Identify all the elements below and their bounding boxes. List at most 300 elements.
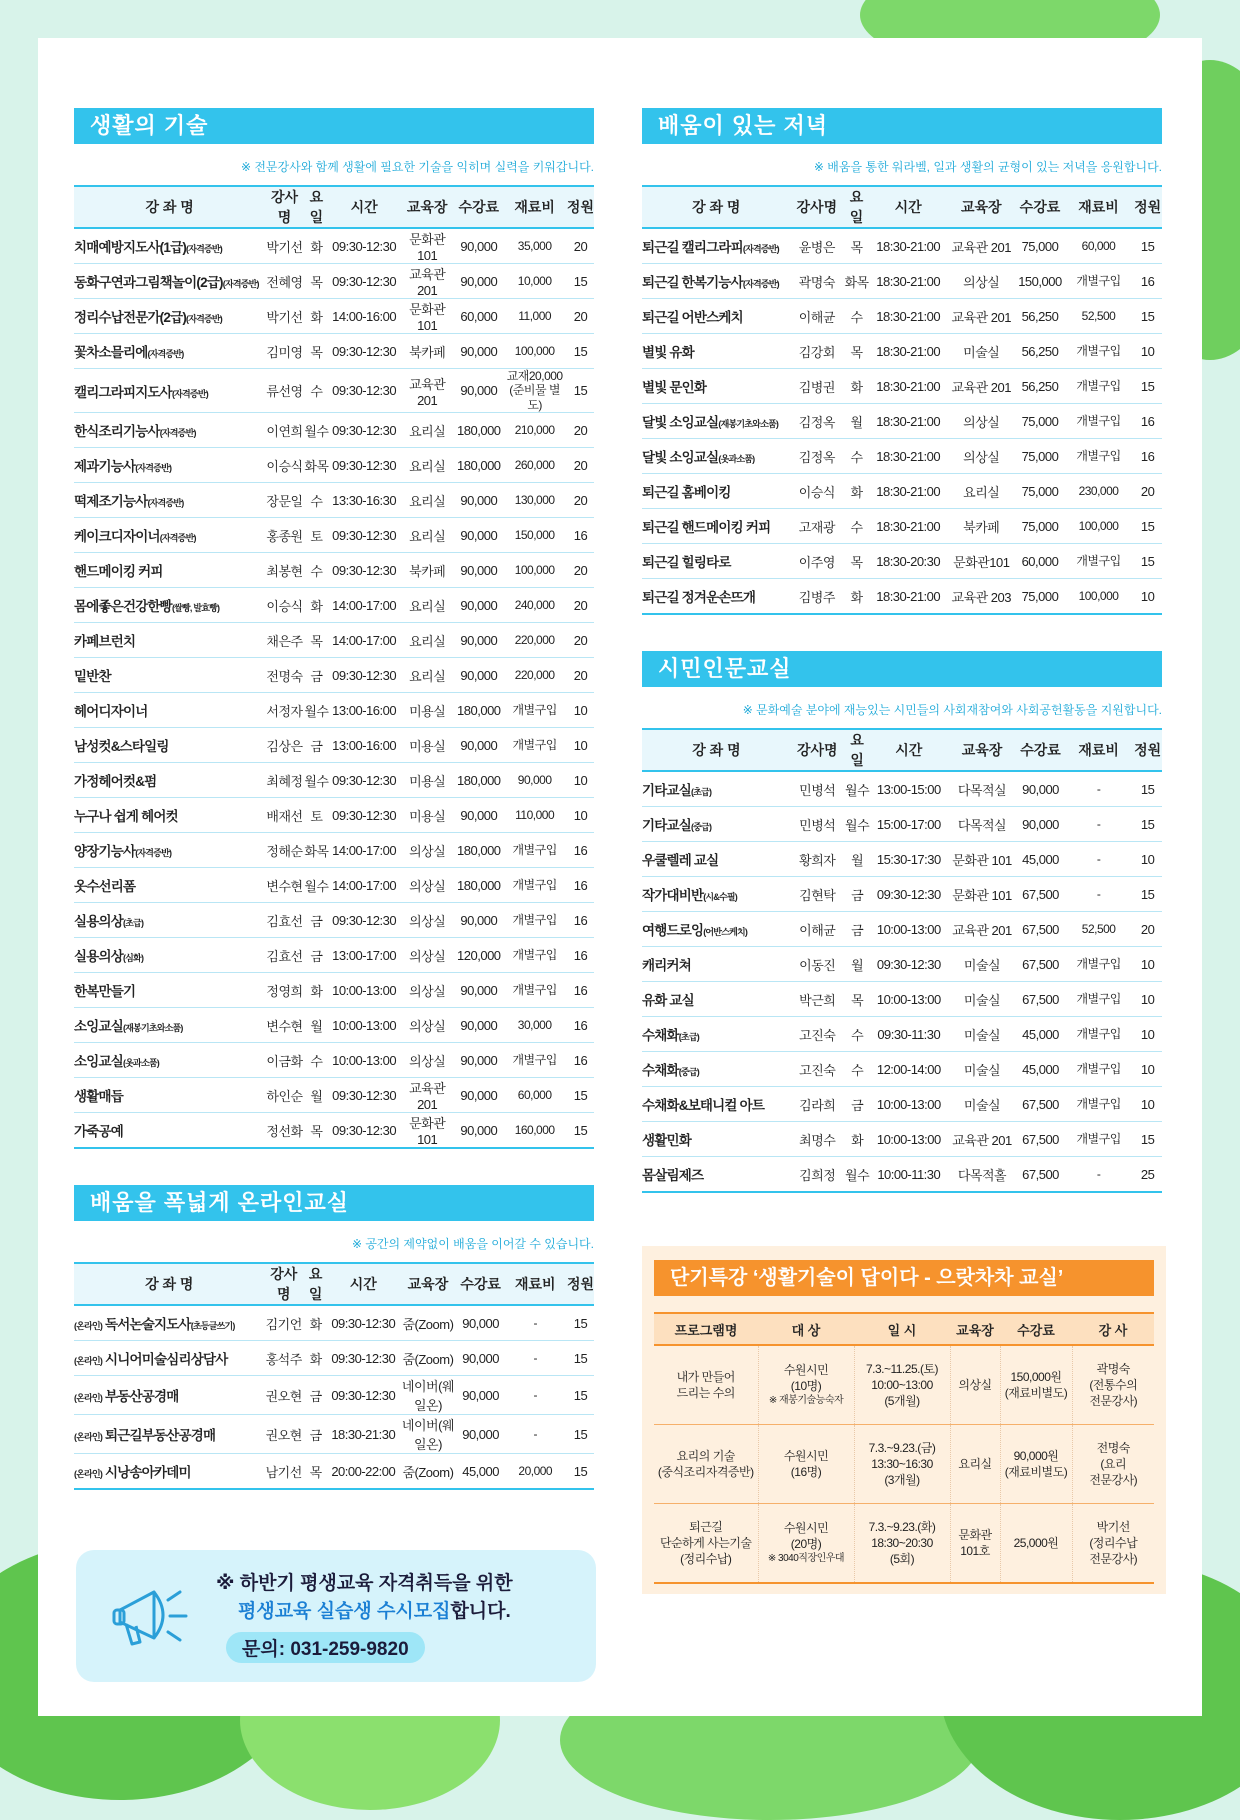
material-fee: 개별구입 <box>502 973 567 1008</box>
section-title-civic: 시민인문교실 <box>642 651 1162 687</box>
tuition: 45,000 <box>1017 1052 1064 1087</box>
day: 월 <box>304 1008 329 1043</box>
course-title: 생활민화 <box>642 1133 691 1148</box>
time: 14:00-17:00 <box>329 623 399 658</box>
right-column <box>642 108 1162 1193</box>
column-header: 강 좌 명 <box>642 186 790 228</box>
day: 월수 <box>844 771 871 807</box>
time: 20:00-22:00 <box>328 1454 398 1490</box>
location: 문화관 101 <box>947 877 1017 912</box>
course-name <box>642 982 791 1017</box>
instructor: 곽명숙 (전통수의 전문강사) <box>1072 1345 1154 1425</box>
course-name <box>74 1341 265 1376</box>
table-row <box>74 623 594 658</box>
course-subtitle: (자격증반) <box>135 848 172 859</box>
column-header: 강 좌 명 <box>74 186 265 228</box>
location: 의상실 <box>399 1008 455 1043</box>
material-fee: 210,000 <box>502 413 567 448</box>
tuition: 67,500 <box>1017 947 1064 982</box>
material-fee: 110,000 <box>502 798 567 833</box>
location: 교육관 201 <box>947 912 1017 947</box>
capacity: 15 <box>567 1454 594 1490</box>
tuition: 67,500 <box>1017 877 1064 912</box>
course-subtitle: (초급) <box>678 1032 699 1042</box>
course-title: 몸살림제즈 <box>642 1168 704 1183</box>
day: 목 <box>843 228 870 264</box>
day: 화 <box>843 579 870 615</box>
column-header: 정원 <box>1133 186 1162 228</box>
location: 교육관 201 <box>399 369 455 413</box>
material-fee: 개별구입 <box>502 1043 567 1078</box>
capacity: 10 <box>1133 579 1162 615</box>
instructor: 하인순 <box>265 1078 303 1113</box>
course-name <box>642 228 790 264</box>
online-tag: (온라인) <box>74 1393 103 1404</box>
tuition: 90,000 <box>455 264 502 299</box>
instructor: 이해균 <box>791 912 844 947</box>
course-name <box>642 1157 791 1193</box>
tuition: 90,000 <box>455 658 502 693</box>
instructor: 전명숙 <box>265 658 303 693</box>
time: 09:30-12:30 <box>328 1376 398 1415</box>
day: 목 <box>843 334 870 369</box>
column-header: 강사명 <box>791 729 844 771</box>
location: 문화관 101 <box>399 1113 455 1149</box>
day: 목 <box>304 264 329 299</box>
course-name <box>642 842 791 877</box>
material-fee: 90,000 <box>502 763 567 798</box>
course-name <box>642 1052 791 1087</box>
capacity: 20 <box>567 413 594 448</box>
time: 13:00-15:00 <box>871 771 948 807</box>
course-name <box>642 369 790 404</box>
column-header: 교육장 <box>399 186 455 228</box>
table-life <box>74 185 594 1149</box>
material-fee: 52,500 <box>1064 912 1133 947</box>
course-title: 밑반찬 <box>74 669 111 685</box>
capacity: 15 <box>1133 299 1162 334</box>
promo-line-1: ※ 하반기 평생교육 자격취득을 위한 <box>216 1573 513 1594</box>
program-name: 요리의 기술 (중식조리자격증반) <box>654 1425 758 1504</box>
content-page <box>38 38 1202 1716</box>
promo-line-2-rest: 합니다. <box>450 1601 511 1622</box>
capacity: 15 <box>567 264 594 299</box>
instructor: 박근희 <box>791 982 844 1017</box>
capacity: 16 <box>1133 404 1162 439</box>
location: 줌(Zoom) <box>398 1341 457 1376</box>
course-name <box>74 623 265 658</box>
time: 14:00-17:00 <box>329 868 399 903</box>
table-row <box>642 228 1162 264</box>
course-subtitle: (초등글쓰기) <box>190 1321 235 1332</box>
section-title-online: 배움을 폭넓게 온라인교실 <box>74 1185 594 1221</box>
instructor: 박기선 (정리수납 전문강사) <box>1072 1504 1154 1584</box>
course-subtitle: (재봉기초와소품) <box>122 1023 183 1034</box>
column-header: 강사명 <box>265 186 303 228</box>
table-row <box>74 588 594 623</box>
target <box>758 1345 854 1425</box>
instructor: 이승식 <box>265 588 303 623</box>
column-header: 시간 <box>870 186 946 228</box>
material-fee: 개별구입 <box>502 693 567 728</box>
location: 미술실 <box>947 1017 1017 1052</box>
course-title: 유화 교실 <box>642 993 694 1008</box>
capacity: 15 <box>1133 228 1162 264</box>
location: 교육관 201 <box>399 264 455 299</box>
capacity: 15 <box>567 1376 594 1415</box>
instructor: 변수현 <box>265 1008 303 1043</box>
column-header: 재료비 <box>504 1263 567 1305</box>
location: 미술실 <box>946 334 1016 369</box>
table-row <box>642 439 1162 474</box>
table-row <box>642 544 1162 579</box>
time: 09:30-12:30 <box>328 1305 398 1341</box>
fee: 150,000원 (재료비별도) <box>1000 1345 1072 1425</box>
promo-line-2 <box>238 1596 511 1623</box>
time: 18:30-21:00 <box>870 579 946 615</box>
column-header: 요일 <box>844 729 871 771</box>
course-title: 한복만들기 <box>74 984 136 1000</box>
course-subtitle: (자격증반) <box>742 244 779 254</box>
material-fee: 150,000 <box>502 518 567 553</box>
tuition: 90,000 <box>455 728 502 763</box>
table-row <box>654 1425 1154 1504</box>
time: 12:00-14:00 <box>871 1052 948 1087</box>
time: 09:30-11:30 <box>871 1017 948 1052</box>
table-row <box>642 771 1162 807</box>
capacity: 10 <box>1133 842 1162 877</box>
tuition: 90,000 <box>455 903 502 938</box>
megaphone-icon <box>110 1576 196 1656</box>
day: 금 <box>844 877 871 912</box>
instructor: 고진숙 <box>791 1052 844 1087</box>
material-fee: 개별구입 <box>1064 1122 1133 1157</box>
course-name <box>74 1305 265 1341</box>
course-title: 동화구연과그림책놀이(2급) <box>74 275 223 290</box>
course-title: 남성컷&스타일링 <box>74 739 169 755</box>
day: 수 <box>844 1052 871 1087</box>
course-title: 가죽공예 <box>74 1124 123 1140</box>
course-title: 카페브런치 <box>74 634 136 650</box>
time: 10:00-11:30 <box>871 1157 948 1193</box>
section-note-evening: ※ 배움을 통한 워라벨, 일과 생활의 균형이 있는 저녁을 응원합니다. <box>813 160 1162 174</box>
instructor: 류선영 <box>265 369 303 413</box>
table-row <box>642 509 1162 544</box>
time: 10:00-13:00 <box>871 912 948 947</box>
course-name <box>642 807 791 842</box>
table-row <box>74 553 594 588</box>
column-header: 수강료 <box>1000 1313 1072 1345</box>
table-row <box>642 264 1162 299</box>
recruit-notice <box>76 1550 596 1682</box>
capacity: 16 <box>567 1043 594 1078</box>
tuition: 90,000 <box>455 1113 502 1149</box>
column-header: 프로그램명 <box>654 1313 758 1345</box>
material-fee: 개별구입 <box>502 868 567 903</box>
course-title: 핸드메이킹 커피 <box>74 564 163 580</box>
material-fee: 100,000 <box>502 553 567 588</box>
time: 15:30-17:30 <box>871 842 948 877</box>
material-fee: 개별구입 <box>1064 1087 1133 1122</box>
course-name <box>642 947 791 982</box>
tuition: 90,000 <box>455 1078 502 1113</box>
time: 18:30-21:00 <box>870 369 946 404</box>
tuition: 180,000 <box>455 868 502 903</box>
course-title: 퇴근길 정겨운손뜨개 <box>642 590 756 605</box>
table-row <box>74 693 594 728</box>
program-name: 내가 만들어 드리는 수의 <box>654 1345 758 1425</box>
course-name <box>74 228 265 264</box>
column-header: 시간 <box>328 1263 398 1305</box>
table-row <box>642 299 1162 334</box>
location: 요리실 <box>399 623 455 658</box>
column-header: 강 좌 명 <box>642 729 791 771</box>
capacity: 10 <box>567 763 594 798</box>
tuition: 67,500 <box>1017 1087 1064 1122</box>
time: 18:30-21:00 <box>870 509 946 544</box>
time: 10:00-13:00 <box>871 1122 948 1157</box>
target-note: ※ 재봉기술능숙자 <box>768 1395 844 1407</box>
day: 화 <box>843 369 870 404</box>
day: 목 <box>843 544 870 579</box>
table-row <box>74 903 594 938</box>
day: 월 <box>843 404 870 439</box>
material-fee: - <box>504 1415 567 1454</box>
contact-phone[interactable]: 문의: 031-259-9820 <box>226 1632 425 1663</box>
instructor: 김병권 <box>790 369 843 404</box>
day: 수 <box>304 553 329 588</box>
time: 18:30-21:00 <box>870 404 946 439</box>
column-header: 교육장 <box>946 186 1016 228</box>
location: 의상실 <box>399 1043 455 1078</box>
capacity: 20 <box>567 658 594 693</box>
day: 목 <box>304 623 329 658</box>
instructor: 김병주 <box>790 579 843 615</box>
material-fee: 130,000 <box>502 483 567 518</box>
time: 18:30-21:00 <box>870 299 946 334</box>
tuition: 180,000 <box>455 763 502 798</box>
course-title: 제과기능사 <box>74 459 136 475</box>
capacity: 16 <box>567 973 594 1008</box>
table-row <box>642 1087 1162 1122</box>
table-row <box>74 299 594 334</box>
tuition: 67,500 <box>1017 982 1064 1017</box>
location: 네이버(웨일온) <box>398 1376 457 1415</box>
material-fee: 20,000 <box>504 1454 567 1490</box>
course-subtitle: (자격증반) <box>159 533 196 544</box>
day: 화 <box>304 588 329 623</box>
time: 09:30-12:30 <box>329 553 399 588</box>
capacity: 15 <box>567 1078 594 1113</box>
section-title-evening: 배움이 있는 저녁 <box>642 108 1162 144</box>
instructor: 이승식 <box>790 474 843 509</box>
course-name <box>74 1113 265 1149</box>
target <box>758 1425 854 1504</box>
instructor: 윤병은 <box>790 228 843 264</box>
table-row <box>74 1113 594 1149</box>
material-fee: 100,000 <box>1064 509 1133 544</box>
time: 10:00-13:00 <box>329 1008 399 1043</box>
day: 토 <box>304 798 329 833</box>
course-title: 양장기능사 <box>74 844 136 860</box>
capacity: 10 <box>567 693 594 728</box>
day: 월수 <box>304 763 329 798</box>
course-name <box>74 1043 265 1078</box>
column-header: 수강료 <box>1016 186 1064 228</box>
material-fee: 240,000 <box>502 588 567 623</box>
instructor: 김상은 <box>265 728 303 763</box>
location: 교육관 201 <box>399 1078 455 1113</box>
material-fee: 개별구입 <box>502 728 567 763</box>
course-title: 실용의상 <box>74 914 123 930</box>
course-title: 퇴근길 한복기능사 <box>642 275 743 290</box>
capacity: 15 <box>567 334 594 369</box>
tuition: 90,000 <box>455 518 502 553</box>
tuition: 90,000 <box>458 1415 504 1454</box>
time: 14:00-16:00 <box>329 299 399 334</box>
day: 월수 <box>304 693 329 728</box>
material-fee: 30,000 <box>502 1008 567 1043</box>
location: 의상실 <box>946 264 1016 299</box>
location: 다목적홀 <box>947 1157 1017 1193</box>
material-fee: - <box>1064 1157 1133 1193</box>
location: 미술실 <box>947 982 1017 1017</box>
target <box>758 1504 854 1584</box>
instructor: 이금화 <box>265 1043 303 1078</box>
course-name <box>642 334 790 369</box>
location: 교육관 201 <box>946 228 1016 264</box>
day: 목 <box>304 1113 329 1149</box>
table-row <box>74 1008 594 1043</box>
day: 목 <box>303 1454 328 1490</box>
day: 화목 <box>304 833 329 868</box>
instructor: 김희정 <box>791 1157 844 1193</box>
instructor: 민병석 <box>791 807 844 842</box>
tuition: 75,000 <box>1016 228 1064 264</box>
time: 18:30-20:30 <box>870 544 946 579</box>
time: 09:30-12:30 <box>329 448 399 483</box>
course-name <box>74 264 265 299</box>
day: 금 <box>304 903 329 938</box>
course-title: 달빛 소잉교실 <box>642 415 719 430</box>
table-special <box>654 1312 1154 1584</box>
material-fee: 개별구입 <box>502 938 567 973</box>
column-header: 시간 <box>871 729 948 771</box>
day: 화 <box>304 299 329 334</box>
course-title: 케이크디자이너 <box>74 529 160 545</box>
column-header: 정원 <box>567 1263 594 1305</box>
location: 의상실 <box>946 404 1016 439</box>
tuition: 90,000 <box>455 973 502 1008</box>
material-fee: - <box>504 1341 567 1376</box>
location: 의상실 <box>946 439 1016 474</box>
instructor: 남기선 <box>265 1454 303 1490</box>
capacity: 10 <box>1133 1087 1162 1122</box>
instructor: 고진숙 <box>791 1017 844 1052</box>
column-header: 재료비 <box>1064 729 1133 771</box>
column-header: 대 상 <box>758 1313 854 1345</box>
material-fee: 260,000 <box>502 448 567 483</box>
course-title: 꽃차소믈리에 <box>74 345 148 360</box>
tuition: 56,250 <box>1016 369 1064 404</box>
table-row <box>642 912 1162 947</box>
table-row <box>74 1415 594 1454</box>
course-name <box>74 693 265 728</box>
time: 09:30-12:30 <box>329 763 399 798</box>
time: 09:30-12:30 <box>329 903 399 938</box>
location: 요리실 <box>399 518 455 553</box>
course-title: 누구나 쉽게 헤어컷 <box>74 809 178 825</box>
instructor: 김현탁 <box>791 877 844 912</box>
tuition: 120,000 <box>455 938 502 973</box>
column-header: 정원 <box>1133 729 1162 771</box>
course-name <box>642 439 790 474</box>
column-header: 수강료 <box>1017 729 1064 771</box>
course-name <box>74 1376 265 1415</box>
capacity: 16 <box>1133 264 1162 299</box>
day: 목 <box>844 982 871 1017</box>
course-title: 실용의상 <box>74 949 123 965</box>
material-fee: 개별구입 <box>1064 947 1133 982</box>
course-subtitle: (자격증반) <box>159 428 196 439</box>
column-header: 교육장 <box>947 729 1017 771</box>
location: 줌(Zoom) <box>398 1305 457 1341</box>
course-name <box>74 973 265 1008</box>
course-title: 헤어디자이너 <box>74 704 148 720</box>
column-header: 정원 <box>567 186 594 228</box>
material-fee: - <box>1064 877 1133 912</box>
instructor: 곽명숙 <box>790 264 843 299</box>
instructor: 김정옥 <box>790 404 843 439</box>
capacity: 16 <box>567 903 594 938</box>
course-title: 달빛 소잉교실 <box>642 450 719 465</box>
column-header: 교육장 <box>398 1263 457 1305</box>
table-row <box>74 413 594 448</box>
course-title: 떡제조기능사 <box>74 494 148 510</box>
location: 줌(Zoom) <box>398 1454 457 1490</box>
table-row <box>74 518 594 553</box>
capacity: 20 <box>1133 912 1162 947</box>
day: 수 <box>843 299 870 334</box>
time: 09:30-12:30 <box>328 1341 398 1376</box>
target-text: 수원시민 (10명) <box>783 1363 829 1394</box>
material-fee: 개별구입 <box>1064 982 1133 1017</box>
column-header: 일 시 <box>854 1313 950 1345</box>
course-subtitle: (재봉기초와소품) <box>718 419 779 429</box>
course-subtitle: (시&수필) <box>703 892 737 902</box>
table-row <box>642 404 1162 439</box>
location: 의상실 <box>950 1345 1000 1425</box>
material-fee: 52,500 <box>1064 299 1133 334</box>
day: 목 <box>304 334 329 369</box>
capacity: 20 <box>1133 474 1162 509</box>
capacity: 15 <box>567 369 594 413</box>
time: 09:30-12:30 <box>329 798 399 833</box>
capacity: 10 <box>1133 1052 1162 1087</box>
course-name <box>74 763 265 798</box>
location: 미용실 <box>399 798 455 833</box>
capacity: 10 <box>567 798 594 833</box>
course-name <box>74 903 265 938</box>
capacity: 15 <box>567 1113 594 1149</box>
course-name <box>642 912 791 947</box>
course-name <box>74 553 265 588</box>
capacity: 10 <box>1133 334 1162 369</box>
time: 13:00-17:00 <box>329 938 399 973</box>
location: 교육관 201 <box>946 369 1016 404</box>
location: 북카페 <box>946 509 1016 544</box>
instructor: 고재광 <box>790 509 843 544</box>
